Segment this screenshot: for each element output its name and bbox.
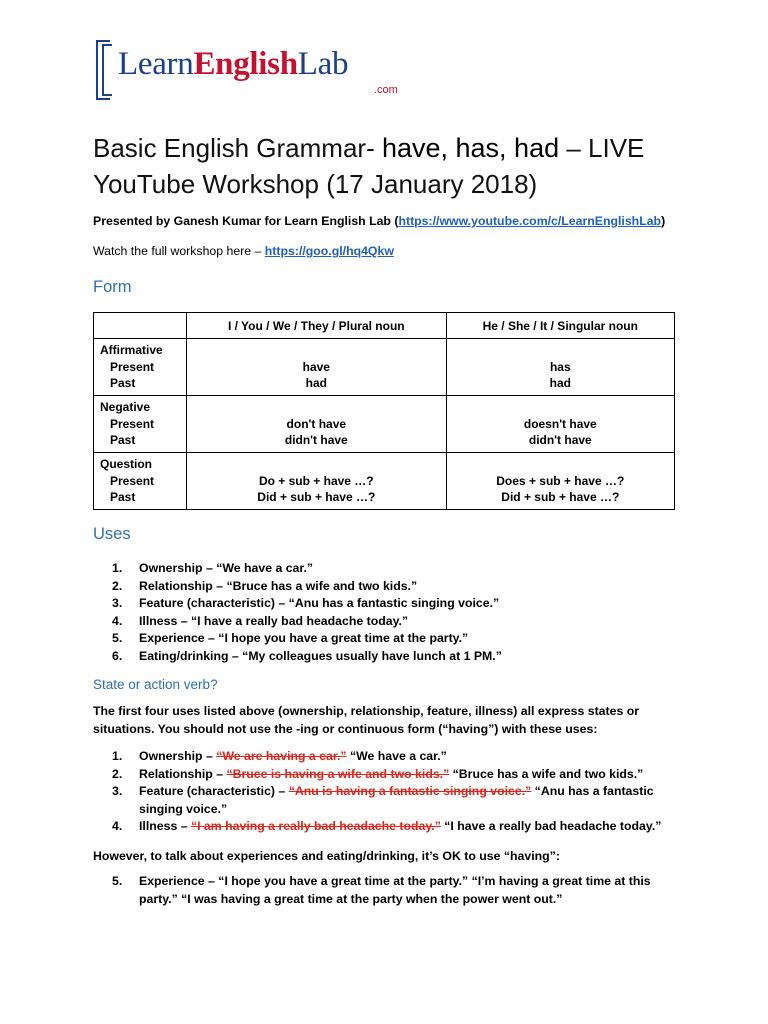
table-header-singular: He / She / It / Singular noun [446,313,674,339]
list-text: Ownership – “We have a car.” [139,561,314,575]
youtube-channel-link[interactable]: https://www.youtube.com/c/LearnEnglishLab [398,214,662,228]
uses-list [112,560,502,666]
list-item [112,648,502,666]
table-header-row [94,313,675,339]
list-text: Relationship – “Bruce has a wife and two kids.” [139,578,418,593]
table-cell [446,396,674,453]
logo-english: English [193,46,298,82]
presented-line [93,214,665,228]
right-example: “I have a really bad headache today.” [440,819,662,834]
list-number: 6. [112,648,123,663]
page-title [93,130,693,202]
list-item [112,560,502,578]
logo-com: .com [374,84,398,96]
cell-value: didn't have [528,433,592,447]
title-highlight: have, has, had [381,133,560,163]
list-item [112,613,502,631]
list-text: Experience – “I hope you have a great time at the party.” [139,631,469,646]
list-prefix: Ownership – [139,749,217,763]
list-item [112,818,672,836]
cell-value: had [305,376,327,390]
table-row [94,453,675,510]
sub-label: Past [110,490,136,504]
sub-label: Present [110,417,155,431]
table-cell [187,339,447,396]
list-number: 3. [112,784,123,799]
wrong-example: “Anu is having a fantastic singing voice.” [288,784,532,799]
group-label: Question [100,457,153,471]
table-cell [446,453,674,510]
title-part1: Basic English Grammar- [93,133,382,163]
list-item [112,748,672,766]
wrong-example: “We are having a car.” [216,749,347,763]
however-paragraph: However, to talk about experiences and eating/drinking, it’s OK to use “having”: [93,849,560,863]
sub-label: Past [110,376,136,390]
list-text: Illness – “I have a really bad headache today.” [139,613,409,628]
workshop-link[interactable]: https://goo.gl/hq4Qkw [264,244,394,258]
list-text: Feature (characteristic) – “Anu has a fantastic singing voice.” [139,596,500,611]
presented-prefix: Presented by [93,214,174,228]
table-cell-label [94,453,187,510]
list-item [112,873,672,908]
form-heading: Form [93,278,132,296]
learn-english-lab-logo [96,40,416,100]
list-number: 1. [112,561,123,575]
list-number: 5. [112,874,123,888]
watch-line [93,244,394,258]
presented-open: ( [390,214,399,228]
cell-value: Did + sub + have …? [501,490,620,504]
group-label: Affirmative [100,343,163,357]
list-number: 5. [112,631,123,646]
cell-value: Does + sub + have …? [496,474,625,488]
cell-value: have [302,360,330,374]
cell-value: don't have [286,417,347,431]
cell-value: didn't have [284,433,348,447]
list-number: 3. [112,596,123,611]
table-cell [187,453,447,510]
list-number: 1. [112,749,123,763]
list-item [112,766,672,784]
group-label: Negative [100,400,151,414]
wrong-example: “I am having a really bad headache today.” [190,819,441,834]
logo-frame-inner [102,44,112,96]
sub-label: Present [110,360,155,374]
list-prefix: Relationship – [139,766,227,781]
form-table [93,312,675,510]
list-text: Experience – “I hope you have a great time at the party.” “I’m having a great time at this party.” “I was having a great time at the party when the power went out.” [139,874,651,906]
sub-label: Past [110,433,136,447]
table-cell [187,396,447,453]
right-example: “We have a car.” [346,749,447,763]
list-number: 4. [112,613,123,628]
presenter-name: Ganesh Kumar for Learn English Lab [173,214,391,228]
uses-heading: Uses [93,525,131,543]
list-item [112,783,672,818]
wrong-example: “Bruce is having a wife and two kids.” [226,766,450,781]
logo-wordmark [118,46,348,83]
cell-value: had [549,376,571,390]
table-header-plural: I / You / We / They / Plural noun [187,313,447,339]
right-example: “Bruce has a wife and two kids.” [449,766,644,781]
table-header-empty [94,313,187,339]
state-list [112,748,672,836]
table-cell [446,339,674,396]
list-prefix: Illness – [139,819,191,834]
list-number: 2. [112,578,123,593]
table-cell-label [94,396,187,453]
list-number: 2. [112,766,123,781]
right-example: “Anu has a fantastic singing voice.” [139,784,654,816]
title-part2: – LIVE YouTube Workshop (17 January 2018) [93,133,645,199]
list-item [112,595,502,613]
table-row [94,339,675,396]
state-heading: State or action verb? [93,677,218,692]
list-number: 4. [112,819,123,834]
list-item [112,630,502,648]
logo-learn: Learn [118,46,194,82]
presented-close: ) [661,214,666,228]
cell-value: has [549,360,571,374]
logo-lab: Lab [297,46,349,82]
table-cell-label [94,339,187,396]
state-paragraph: The first four uses listed above (ownership, relationship, feature, illness) all express states or situations. You should not use the -ing or continuous form (“having”) with these uses: [93,704,640,736]
list-text: Eating/drinking – “My colleagues usually have lunch at 1 PM.” [139,648,502,663]
table-row [94,396,675,453]
list-item [112,578,502,596]
cell-value: doesn't have [523,417,597,431]
cell-value: Did + sub + have …? [257,490,376,504]
cell-value: Do + sub + have …? [258,474,374,488]
watch-prefix: Watch the full workshop here – [93,244,265,258]
list-prefix: Feature (characteristic) – [139,784,289,799]
sub-label: Present [110,474,155,488]
experience-list [112,873,672,908]
